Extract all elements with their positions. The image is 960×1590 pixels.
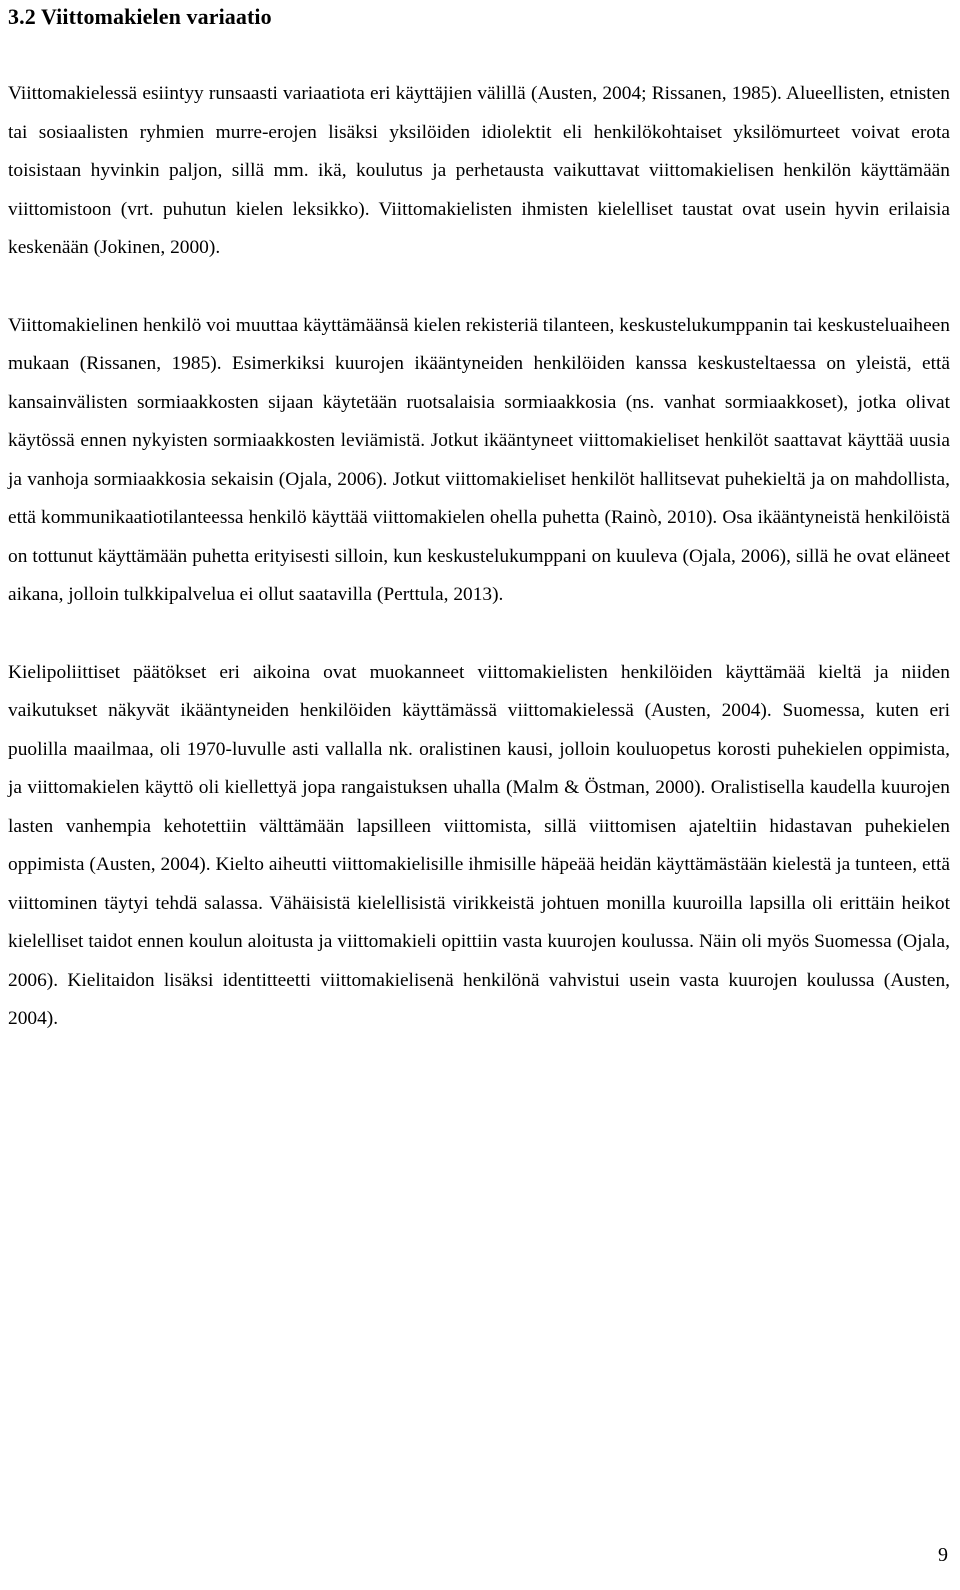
document-page xyxy=(8,0,950,1039)
page-number: 9 xyxy=(938,1544,948,1566)
section-heading: 3.2 Viittomakielen variaatio xyxy=(8,4,272,29)
paragraph-3: Kielipoliittiset päätökset eri aikoina ovat muokanneet viittomakielisten henkilöiden käyttämää kieltä ja niiden vaikutukset näkyvät ikääntyneiden henkilöiden käyttämässä viittomakielessä (Austen, 2004). Suomessa, kuten eri puolilla maailmaa, oli 1970-luvulle asti vallalla nk. oralistinen kausi, jolloin kouluopetus korosti puhekielen oppimista, ja viittomakielen käyttö oli kiellettyä jopa rangaistuksen uhalla (Malm & Östman, 2000). Oralistisella kaudella kuurojen lasten vanhempia kehotettiin välttämään lapsilleen viittomista, sillä viittomisen ajateltiin hidastavan puhekielen oppimista (Austen, 2004). Kielto aiheutti viittomakielisille ihmisille häpeää heidän käyttämästään kielestä ja tunteen, että viittominen täytyi tehdä salassa. Vähäisistä kielellisistä virikkeistä johtuen monilla kuuroilla lapsilla oli erittäin heikot kielelliset taidot ennen koulun aloitusta ja viittomakieli opittiin vasta kuurojen koulussa. Näin oli myös Suomessa (Ojala, 2006). Kielitaidon lisäksi identitteetti viittomakielisenä henkilönä vahvistui usein vasta kuurojen koulussa (Austen, 2004). xyxy=(8,661,950,1029)
paragraph-1: Viittomakielessä esiintyy runsaasti variaatiota eri käyttäjien välillä (Austen, 2004; Rissanen, 1985). Alueellisten, etnisten tai sosiaalisten ryhmien murre-erojen lisäksi yksilöiden idiolektit eli henkilökohtaiset yksilömurteet voivat erota toisistaan hyvinkin paljon, sillä mm. ikä, koulutus ja perhetausta vaikuttavat viittomakielisen henkilön käyttämään viittomistoon (vrt. puhutun kielen leksikko). Viittomakielisten ihmisten kielelliset taustat ovat usein hyvin erilaisia keskenään (Jokinen, 2000). xyxy=(8,83,950,258)
paragraph-2: Viittomakielinen henkilö voi muuttaa käyttämäänsä kielen rekisteriä tilanteen, keskustelukumppanin tai keskusteluaiheen mukaan (Rissanen, 1985). Esimerkiksi kuurojen ikääntyneiden henkilöiden kanssa keskusteltaessa on yleistä, että kansainvälisten sormiaakkosten sijaan käytetään ruotsalaisia sormiaakkosia (ns. vanhat sormiaakkoset), jotka olivat käytössä ennen nykyisten sormiaakkosten leviämistä. Jotkut ikääntyneet viittomakieliset henkilöt saattavat käyttää uusia ja vanhoja sormiaakkosia sekaisin (Ojala, 2006). Jotkut viittomakieliset henkilöt hallitsevat puhekieltä ja on mahdollista, että kommunikaatiotilanteessa henkilö käyttää viittomakielen ohella puhetta (Rainò, 2010). Osa ikääntyneistä henkilöistä on tottunut käyttämään puhetta erityisesti silloin, kun keskustelukumppani on kuuleva (Ojala, 2006), sillä he ovat eläneet aikana, jolloin tulkkipalvelua ei ollut saatavilla (Perttula, 2013). xyxy=(8,314,950,605)
